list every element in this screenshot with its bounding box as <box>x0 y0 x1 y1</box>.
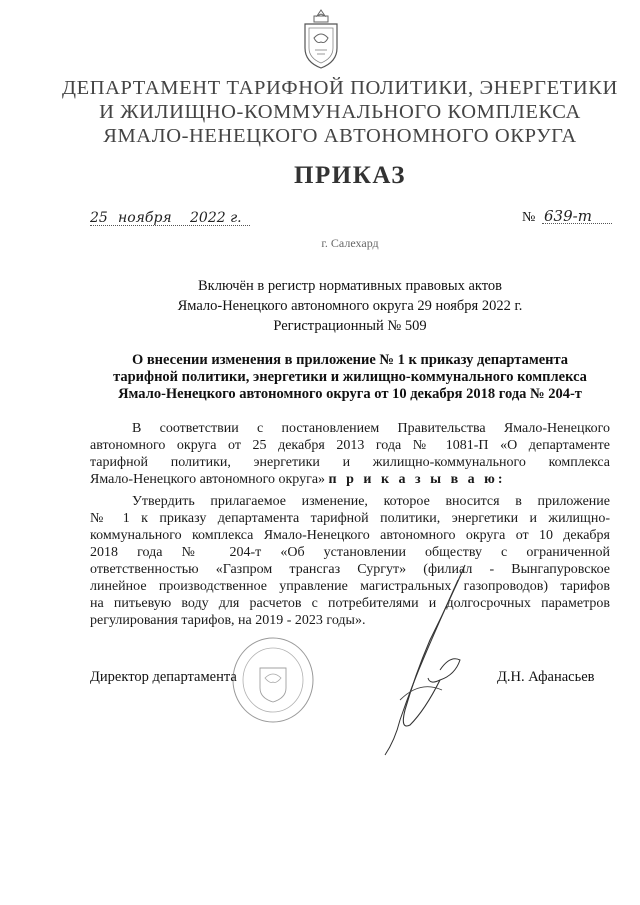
subject-line-1: О внесении изменения в приложение № 1 к приказу департамента <box>131 352 569 368</box>
registration-line-2: Ямало-Ненецкого автономного округа 29 ноября 2022 г. <box>177 298 523 314</box>
signatory-position: Директор департамента <box>90 669 237 685</box>
subject-line-3: Ямало-Ненецкого автономного округа от 10 декабря 2018 года № 204-т <box>118 386 582 402</box>
registration-line-3: Регистрационный № 509 <box>273 318 427 334</box>
order-date <box>90 210 250 230</box>
paragraph-line: регулирования тарифов, на 2019 - 2023 годы». <box>90 613 366 628</box>
document-title: ПРИКАЗ <box>294 162 406 189</box>
number-value: 639-т <box>544 207 592 225</box>
signatory-name: Д.Н. Афанасьев <box>497 669 595 685</box>
paragraph-line: 2018 года № 204-т «Об установлении обществу с ограниченной <box>90 545 610 560</box>
department-line-1: ДЕПАРТАМЕНТ ТАРИФНОЙ ПОЛИТИКИ, ЭНЕРГЕТИКИ <box>62 77 618 99</box>
paragraph-line: на питьевую воду для расчетов с потребителями и долгосрочных параметров <box>90 596 610 611</box>
paragraph-line: Утвердить прилагаемое изменение, которое вносится в приложение <box>132 494 610 509</box>
order-number <box>522 208 612 228</box>
paragraph-line: № 1 к приказу департамента тарифной политики, энергетики и жилищно- <box>90 511 610 526</box>
paragraph-decision <box>90 493 610 629</box>
paragraph-text: Ямало-Ненецкого автономного округа» <box>90 472 326 487</box>
subject-line-2: тарифной политики, энергетики и жилищно-коммунального комплекса <box>113 369 587 385</box>
handwritten-signature <box>370 560 490 760</box>
paragraph-line: ответственностью «Газпром трансгаз Сургут» (филиал - Вынгапуровское <box>90 562 610 577</box>
city: г. Салехард <box>321 236 379 250</box>
paragraph-line: линейное производственное управление магистральных газопроводов) тарифов <box>90 579 610 594</box>
paragraph-line: тарифной политики, энергетики и жилищно-коммунального комплекса <box>90 455 610 470</box>
registration-line-1: Включён в регистр нормативных правовых актов <box>198 278 502 294</box>
number-label: № <box>522 210 536 225</box>
date-day: 25 <box>90 210 108 226</box>
paragraph-line <box>90 471 610 488</box>
coat-of-arms-icon <box>299 8 343 72</box>
paragraph-line: автономного округа от 25 декабря 2013 года № 1081-П «О департаменте <box>90 438 610 453</box>
department-line-3: ЯМАЛО-НЕНЕЦКОГО АВТОНОМНОГО ОКРУГА <box>103 125 577 147</box>
order-word: п р и к а з ы в а ю: <box>328 472 506 487</box>
paragraph-line: коммунального комплекса Ямало-Ненецкого автономного округа от 10 декабря <box>90 528 610 543</box>
paragraph-line: В соответствии с постановлением Правительства Ямало-Ненецкого <box>132 421 610 436</box>
department-line-2: И ЖИЛИЩНО-КОММУНАЛЬНОГО КОМПЛЕКСА <box>99 101 581 123</box>
date-month: ноября <box>118 210 172 226</box>
date-year: 2022 г. <box>190 210 242 226</box>
paragraph-legal-basis <box>90 420 610 488</box>
